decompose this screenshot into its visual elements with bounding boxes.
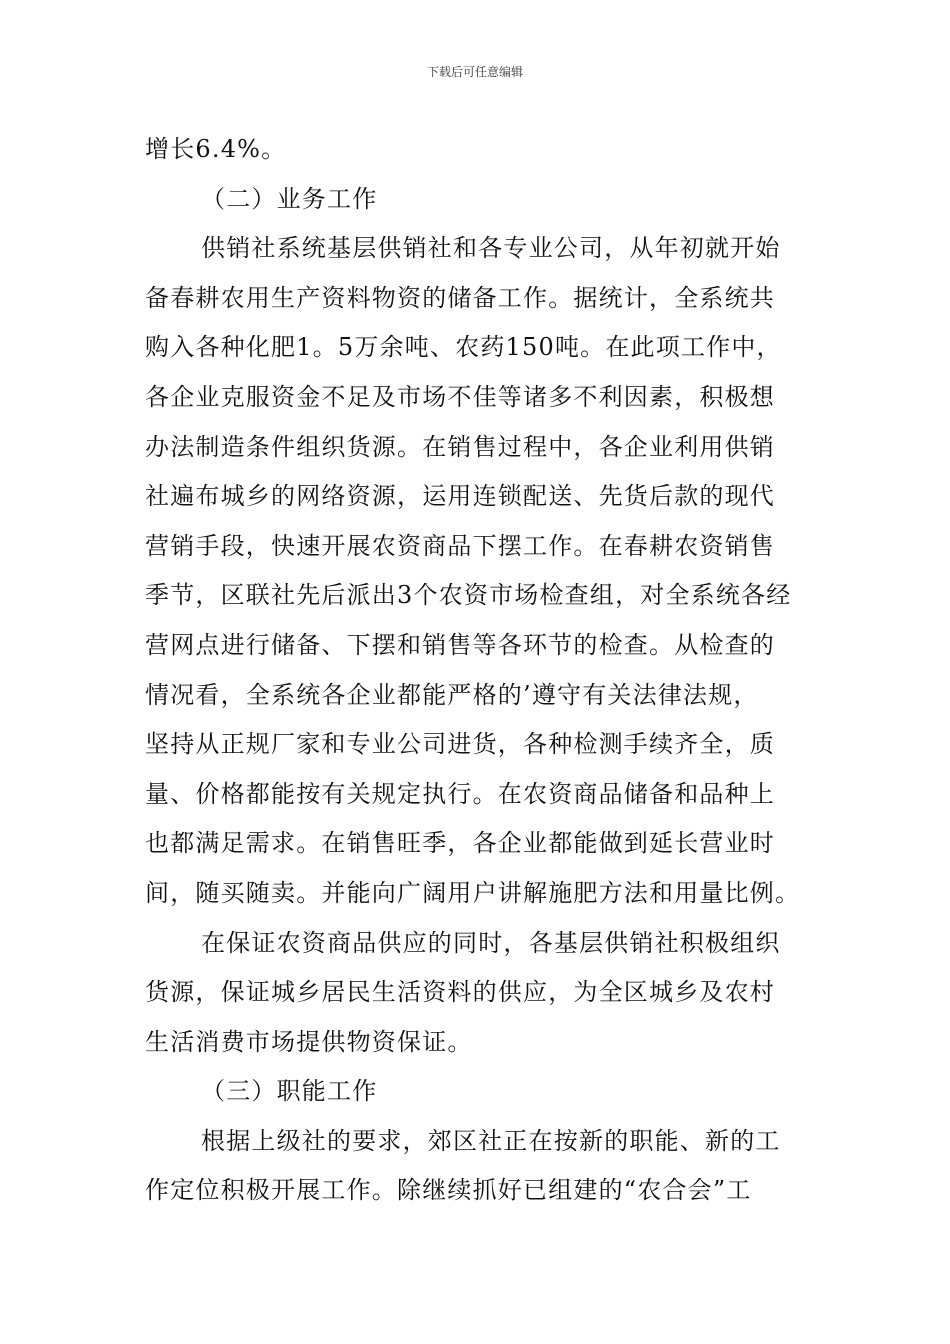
text-line: 情况看，全系统各企业都能严格的’遵守有关法律法规，: [145, 680, 759, 709]
text-line: 生活消费市场提供物资保证。: [145, 1027, 473, 1056]
text-line: 供销社系统基层供销社和各专业公司，从年初就开始: [201, 234, 781, 263]
text-line: 根据上级社的要求，郊区社正在按新的职能、新的工: [201, 1126, 781, 1155]
text-line: 在保证农资商品供应的同时，各基层供销社积极组织: [201, 928, 781, 957]
text-line: 购入各种化肥1。5万余吨、农药150吨。在此项工作中，: [145, 333, 782, 362]
text-line: 社遍布城乡的网络资源，运用连锁配送、先货后款的现代: [145, 482, 775, 511]
section-heading: （二）业务工作: [201, 184, 378, 213]
text-line: 各企业克服资金不足及市场不佳等诸多不利因素，积极想: [145, 382, 775, 411]
text-line: 办法制造条件组织货源。在销售过程中，各企业利用供销: [145, 432, 775, 461]
text-line: 作定位积极开展工作。除继续抓好已组建的“农合会”工: [145, 1176, 752, 1205]
text-line: 备春耕农用生产资料物资的储备工作。据统计，全系统共: [145, 283, 775, 312]
text-line: 营网点进行储备、下摆和销售等各环节的检查。从检查的: [145, 630, 775, 659]
text-line: 量、价格都能按有关规定执行。在农资商品储备和品种上: [145, 779, 775, 808]
text-line: 坚持从正规厂家和专业公司进货，各种检测手续齐全，质: [145, 730, 775, 759]
text-line: 间，随买随卖。并能向广阔用户讲解施肥方法和用量比例。: [145, 878, 801, 907]
text-line: 货源，保证城乡居民生活资料的供应，为全区城乡及农村: [145, 978, 775, 1007]
section-heading: （三）职能工作: [201, 1077, 378, 1106]
text-line: 增长6.4%。: [145, 135, 287, 163]
page-header: 下载后可任意编辑: [426, 65, 523, 79]
text-line: 营销手段，快速开展农资商品下摆工作。在春耕农资销售: [145, 531, 775, 560]
text-line: 季节，区联社先后派出3个农资市场检查组，对全系统各经: [145, 581, 792, 610]
document-body: [145, 125, 805, 1216]
text-line: 也都满足需求。在销售旺季，各企业都能做到延长营业时: [145, 829, 775, 858]
